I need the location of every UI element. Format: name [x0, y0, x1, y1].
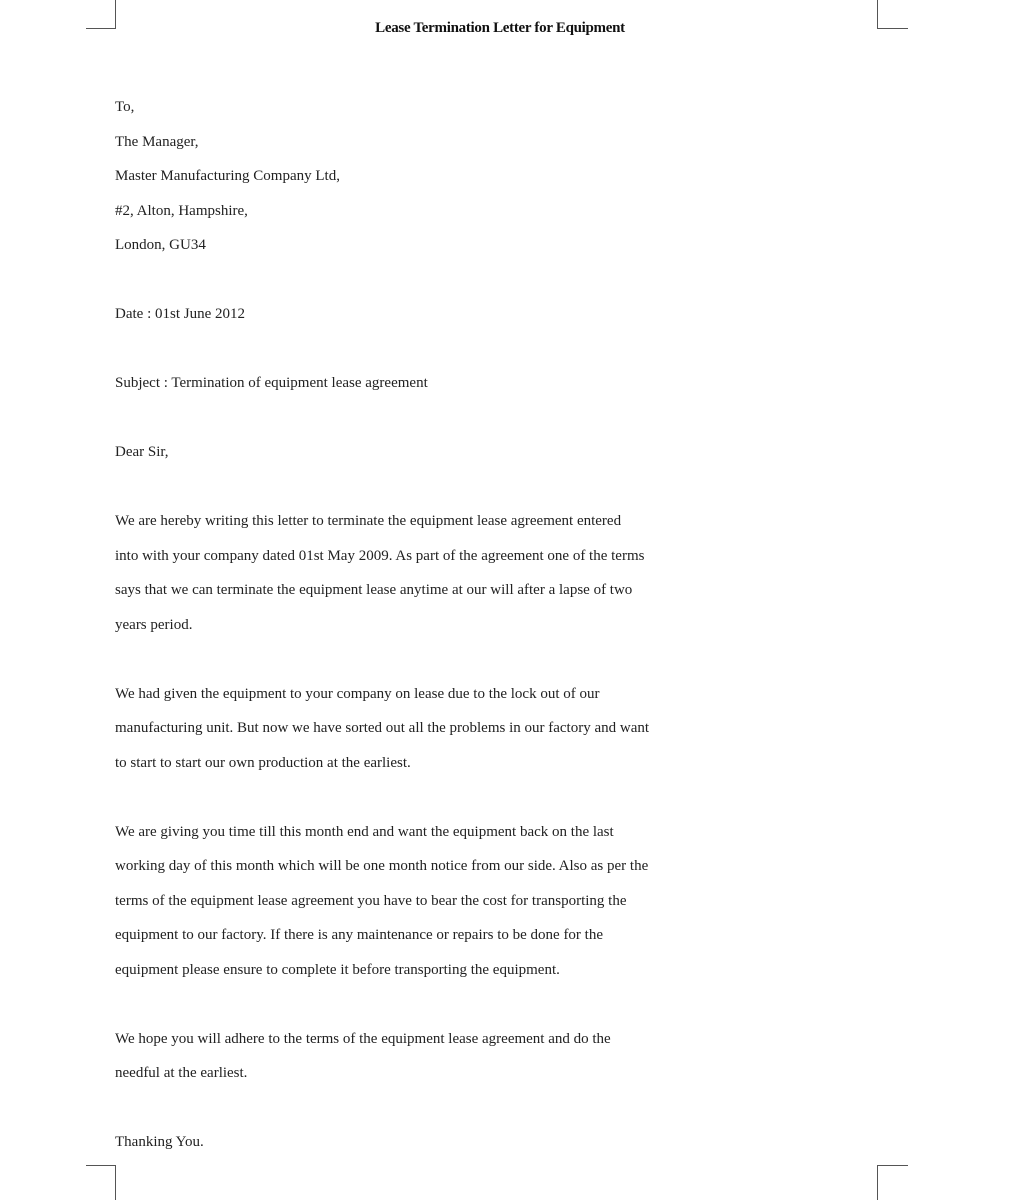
paragraph-line: equipment to our factory. If there is any maintenance or repairs to be done for the	[115, 927, 604, 943]
paragraph-line: equipment please ensure to complete it before transporting the equipment.	[115, 961, 560, 978]
letter-closing: Thanking You.	[115, 1134, 204, 1150]
document-title: Lease Termination Letter for Equipment	[375, 20, 625, 36]
recipient-address-line2: London, GU34	[115, 237, 206, 253]
paragraph-line: needful at the earliest.	[115, 1065, 248, 1081]
letter-subject: Subject : Termination of equipment lease agreement	[115, 375, 428, 391]
paragraph-line: to start to start our own production at the earliest.	[115, 754, 411, 771]
paragraph-line: years period.	[115, 616, 193, 633]
paragraph-1	[115, 504, 875, 642]
paragraph-line: into with your company dated 01st May 2009. As part of the agreement one of the terms	[115, 547, 645, 564]
paragraph-3	[115, 815, 875, 988]
paragraph-line: We are hereby writing this letter to terminate the equipment lease agreement entered	[115, 513, 622, 529]
paragraph-line: says that we can terminate the equipment lease anytime at our will after a lapse of two	[115, 582, 633, 598]
recipient-address-line1: #2, Alton, Hampshire,	[115, 202, 248, 219]
letter-date: Date : 01st June 2012	[115, 306, 245, 322]
paragraph-line: manufacturing unit. But now we have sorted out all the problems in our factory and want	[115, 720, 650, 736]
paragraph-line: terms of the equipment lease agreement you have to bear the cost for transporting the	[115, 892, 627, 909]
paragraph-4	[115, 1022, 875, 1091]
paragraph-line: We hope you will adhere to the terms of the equipment lease agreement and do the	[115, 1030, 611, 1047]
recipient-company: Master Manufacturing Company Ltd,	[115, 168, 340, 184]
recipient-name: The Manager,	[115, 133, 199, 150]
paragraph-line: We are giving you time till this month end and want the equipment back on the last	[115, 823, 614, 840]
letter-salutation: Dear Sir,	[115, 444, 169, 460]
recipient-to: To,	[115, 99, 135, 115]
paragraph-line: We had given the equipment to your company on lease due to the lock out of our	[115, 685, 600, 702]
paragraph-2	[115, 677, 875, 781]
letter-body	[115, 90, 875, 1160]
paragraph-line: working day of this month which will be one month notice from our side. Also as per the	[115, 858, 649, 874]
